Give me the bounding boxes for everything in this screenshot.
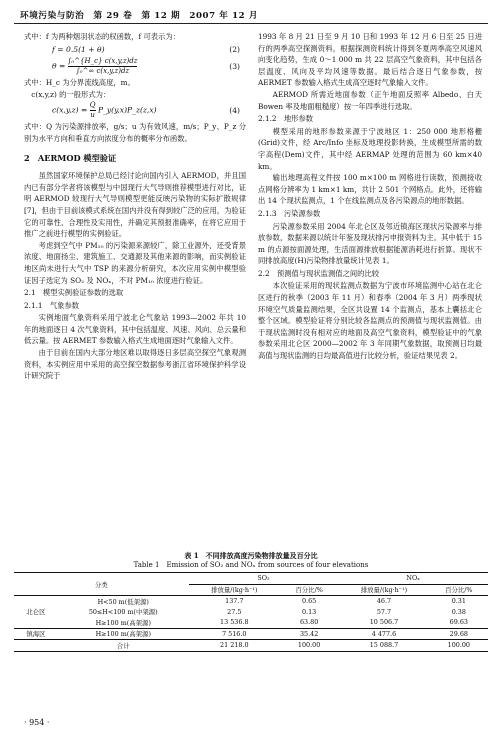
equation-fraction [68, 57, 138, 76]
table-cell: 35.42 [299, 629, 319, 638]
table-cell: 0.31 [451, 597, 466, 606]
table-cell-class: H≥100 m(高架源) [95, 630, 151, 639]
paragraph: 1993 年 8 月 21 日至 9 月 10 日和 1993 年 12 月 6 日至 25 日进行的两季高空探测资料，根据探测资料统计得到冬夏两季高空风速风向变化趋势，生成 0～1 000 m 共 22 层高空气象资料，其中包括各层温度、风向及平均风速等数据。最后结合逐日气象参数，按 AERMET 参数输入格式生成高空逐时气象输入文件。 [258, 32, 482, 88]
subsubsection-heading: 2.1.3 污染源参数 [258, 208, 321, 218]
table-row-total [14, 640, 488, 652]
paragraph: 考虑到空气中 PM₁₀ 的污染源来源较广，除工业源外，还受背景浓度、地面扬尘、建筑施工、交通源及其他来源的影响，而实例验证地区尚未进行大气中 TSP 的来源分析研究，本次应用实例中模型验证因子选定为 SO₂ 及 NOₓ，不对 PM₁₀ 浓度进行验证。 [24, 240, 246, 285]
fraction-denominator: u [90, 111, 95, 120]
subsubsection-heading: 2.1.2 地形参数 [258, 114, 314, 124]
table-cell: 0.13 [302, 607, 317, 616]
table-cell: 63.80 [299, 618, 319, 627]
table-header-percent: 百分比/% [280, 584, 338, 596]
fraction-numerator: Q [89, 101, 96, 110]
table-row [14, 628, 488, 640]
paragraph: 虽然国家环境保护总局已经讨论向国内引入 AERMOD，并且国内已有部分学者将该模型与中国现行大气导则推荐模型进行对比，证明 AERMOD 较现行大气导则模型更能反映污染物的实际扩散规律[7]，但由于目前该模式系统在国内并没有得到较广泛的应用，为验证它的可靠性、合理性及实用性，并确定其预报准确率，在将它应用于推广之前进行模型的实例验证。 [24, 171, 246, 239]
paragraph: 式中：H_c 为分界流线高度，m。 [24, 78, 135, 88]
fraction-denominator: ∫₀^∞ c(x,y,z)dz [76, 67, 130, 76]
table-row [14, 617, 488, 628]
section-heading: 2 AERMOD 模型验证 [24, 152, 117, 163]
table-cell: 57.7 [376, 607, 392, 616]
subsection-heading: 2.2 预测值与现状监测值之间的比较 [258, 268, 380, 278]
subsection-heading: 2.1 模型实例验证参数的选取 [24, 288, 124, 298]
table-cell-class: H≥100 m(高架源) [95, 618, 151, 627]
equation-lhs: θ = [52, 61, 66, 71]
header-rule [14, 23, 488, 24]
paragraph: 模型采用的地形参数来源于宁波地区 1：250 000 地形格栅(Grid)文件，经 Arc/Info 坐标及地理投影转换，生成模型所需的数字高程(Dem)文件，其中经 AERMAP 处理的范围为 60 km×40 km。 [258, 126, 482, 171]
paragraph: 式中：Q 为污染源排放率，g/s；u 为有效风速，m/s；P_y、P_z 分别为水平方向和垂直方向浓度分布的概率分布函数。 [24, 122, 246, 143]
table-header-nox: NOₓ [338, 573, 488, 585]
table-header-emission: 排放量/(kg·h⁻¹) [189, 584, 280, 596]
table-cell: 100.00 [430, 640, 488, 652]
paragraph: 本次验证采用的现状监测点数据为宁波市环境监测中心站在北仑区进行的秋季（2003 年 11 月）和春季（2004 年 3 月）两季现状环境空气质量监测结果，全区共设置 14 个监测点，基本上囊括北仑整个区域。模型验证将分别比较各监测点的预测值与现状监测值。由于现状监测时没有相对应的地面及高空气象资料，模型验证中的气象参数采用北仑区 2000—2002 年 3 年同期气象数据，取预测日均最高值与现状监测的日均最高值进行比较分析，验证结果见表 2。 [258, 281, 482, 361]
equation-fraction [90, 101, 96, 120]
table-cell-class: H<50 m(低架源) [97, 597, 149, 606]
table-header-so2: SO₂ [189, 573, 339, 585]
table-header-percent: 百分比/% [430, 584, 488, 596]
equation-number: (2) [229, 44, 240, 54]
paragraph: c(x,y,z) 的一般形式为： [31, 89, 111, 99]
table-cell: 13 536.8 [220, 618, 249, 627]
table-cell: 21 218.0 [189, 640, 280, 652]
equation-2 [24, 43, 246, 57]
paragraph: 污染源参数采用 2004 年北仑区及邻近镇海区现状污染源率与排放参数，数据来源以统计年鉴及现状排污申报资料为主。其中低于 15 m 的点源按面源处理，生活面源排放根据能源消耗进行折算。现状不同排放高度(H)污染物排放量统计见表 1。 [258, 221, 482, 266]
table-cell: 137.7 [225, 597, 244, 606]
table-cell-region: 镇海区 [26, 630, 46, 639]
table-caption-en: Table 1 Emission of SO₂ and NOₓ from sources of four elevations [133, 561, 369, 569]
table-cell: 69.63 [449, 618, 468, 627]
table-cell: 0.38 [451, 607, 466, 616]
table-row [14, 596, 488, 607]
table-cell-region: 北仑区 [26, 608, 46, 617]
paragraph: 由于目前在国内大部分地区难以取得逐日多层高空探空气象观测资料，本实例应用中采用的高空探空数据参考浙江省环境保护科学设计研究院于 [24, 348, 246, 381]
paragraph: 式中：f 为两种烟羽状态的权函数，f 可表示为： [24, 32, 180, 41]
page-number: · 954 · [24, 718, 50, 727]
equation-4 [24, 100, 246, 121]
table-cell: 100.00 [280, 640, 338, 652]
fraction-numerator: ∫₀^{H_c} c(x,y,z)dz [67, 57, 138, 66]
table-cell: 46.7 [376, 597, 392, 606]
table-cell: 10 506.7 [369, 618, 399, 627]
table-cell: 7 516.0 [222, 629, 247, 638]
table-cell-region [14, 640, 58, 652]
paragraph: 实例地面气象资料采用宁波北仑气象站 1993—2002 年共 10 年的地面逐日 4 次气象资料，其中包括温度、风速、风向、总云量和低云量。按 AERMET 参数输入格式生成地面逐时气象输入文件。 [24, 313, 246, 346]
table-header-emission: 排放量/(kg·h⁻¹) [338, 584, 429, 596]
subsubsection-heading: 2.1.1 气象参数 [24, 300, 80, 310]
emission-table [14, 572, 488, 652]
equation-lhs: c(x,y,z) = [52, 105, 88, 115]
table-cell-class: 合计 [58, 640, 189, 652]
table-cell: 29.68 [449, 629, 468, 638]
table-cell-class: 50≤H<100 m(中架源) [88, 608, 158, 617]
equation-3 [24, 56, 246, 77]
table-cell: 27.5 [227, 607, 242, 616]
paragraph: 输出地理高程文件按 100 m×100 m 网格进行读数，预测接收点网格分辨率为 1 km×1 km，共计 2 501 个网格点。此外，还将输出 14 个现状监测点，1 个在线监测点及各污染源点的地形数据。 [258, 173, 482, 206]
running-header: 环境污染与防治 第 29 卷 第 12 期 2007 年 12 月 [20, 11, 259, 21]
table-header-category: 分类 [14, 573, 189, 596]
right-column [258, 31, 482, 362]
table-caption-cn: 表 1 不同排放高度污染物排放量及百分比 [184, 551, 318, 560]
equation-rhs: P_y(y,x)P_z(z,x) [97, 105, 157, 115]
equation-number: (3) [229, 61, 240, 71]
table-cell: 4 477.6 [371, 629, 397, 638]
left-column [24, 31, 246, 382]
paragraph: AERMOD 所需近地面参数（正午地面反照率 Albedo、白天 Bowen 率及地面粗糙度）按一年四季进行选取。 [258, 89, 482, 111]
table-row [14, 607, 488, 618]
equation-body: f = 0.5(1 + θ) [52, 44, 105, 54]
table-cell: 0.65 [302, 597, 317, 606]
table-cell: 15 088.7 [338, 640, 429, 652]
equation-number: (4) [229, 106, 240, 116]
